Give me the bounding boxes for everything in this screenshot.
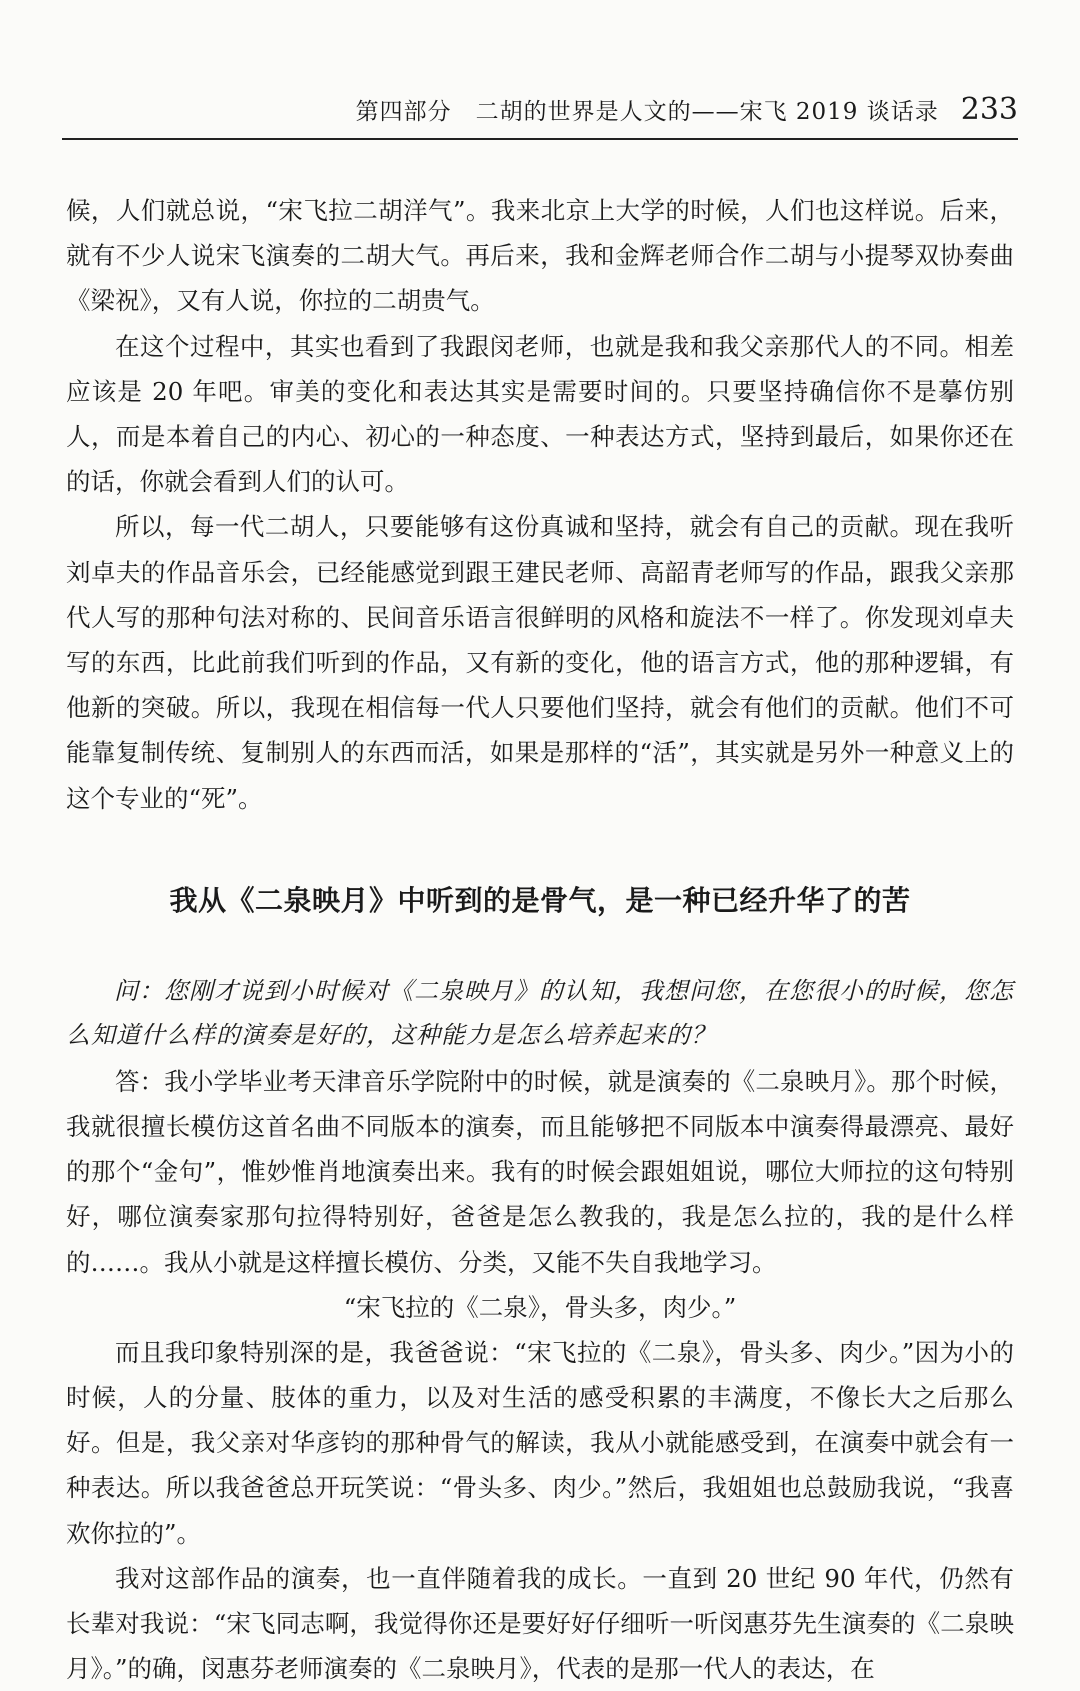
paragraph: 所以，每一代二胡人，只要能够有这份真诚和坚持，就会有自己的贡献。现在我听刘卓夫的作品音乐会，已经能感觉到跟王建民老师、高韶青老师写的作品，跟我父亲那代人写的那种句法对称的、民间音乐语言很鲜明的风格和旋法不一样了。你发现刘卓夫写的东西，比此前我们听到的作品，又有新的变化，他的语言方式，他的那种逻辑，有他新的突破。所以，我现在相信每一代人只要他们坚持，就会有他们的贡献。他们不可能靠复制传统、复制别人的东西而活，如果是那样的“活”，其实就是另外一种意义上的这个专业的“死”。: [66, 512, 1014, 813]
interview-answer: 答：我小学毕业考天津音乐学院附中的时候，就是演奏的《二泉映月》。那个时候，我就很擅长模仿这首名曲不同版本的演奏，而且能够把不同版本中演奏得最漂亮、最好的那个“金句”，惟妙惟肖地演奏出来。我有的时候会跟姐姐说，哪位大师拉的这句特别好，哪位演奏家那句拉得特别好，爸爸是怎么教我的，我是怎么拉的，我的是什么样的……。我从小就是这样擅长模仿、分类，又能不失自我地学习。: [66, 1066, 1014, 1277]
section-title: 我从《二泉映月》中听到的是骨气，是一种已经升华了的苦: [169, 883, 911, 917]
quote-subheading: “宋飞拉的《二泉》，骨头多，肉少。”: [343, 1292, 737, 1322]
interview-question: 问：您刚才说到小时候对《二泉映月》的认知，我想问您，在您很小的时候，您怎么知道什么样的演奏是好的，这种能力是怎么培养起来的？: [66, 976, 1014, 1049]
header-rule: [62, 138, 1018, 140]
paragraph: 而且我印象特别深的是，我爸爸说：“宋飞拉的《二泉》，骨头多、肉少。”因为小的时候，人的分量、肢体的重力，以及对生活的感受积累的丰满度，不像长大之后那么好。但是，我父亲对华彦钧的那种骨气的解读，我从小就能感受到，在演奏中就会有一种表达。所以我爸爸总开玩笑说：“骨头多、肉少。”然后，我姐姐也总鼓励我说，“我喜欢你拉的”。: [66, 1337, 1014, 1548]
running-header: [62, 92, 1018, 132]
paragraph: 我对这部作品的演奏，也一直伴随着我的成长。一直到 20 世纪 90 年代，仍然有长辈对我说：“宋飞同志啊，我觉得你还是要好好仔细听一听闵惠芬先生演奏的《二泉映月》。”的确，闵惠芬老师演奏的《二泉映月》，代表的是那一代人的表达，在: [66, 1563, 1014, 1684]
body-text: [66, 188, 1014, 1691]
paragraph: 在这个过程中，其实也看到了我跟闵老师，也就是我和我父亲那代人的不同。相差应该是 20 年吧。审美的变化和表达其实是需要时间的。只要坚持确信你不是摹仿别人，而是本着自己的内心、初心的一种态度、一种表达方式，坚持到最后，如果你还在的话，你就会看到人们的认可。: [66, 331, 1014, 497]
running-header-title: 第四部分 二胡的世界是人文的——宋飞 2019 谈话录: [355, 99, 939, 125]
paragraph-continued: 候，人们就总说，“宋飞拉二胡洋气”。我来北京上大学的时候，人们也这样说。后来，就有不少人说宋飞演奏的二胡大气。再后来，我和金辉老师合作二胡与小提琴双协奏曲《梁祝》，又有人说，你拉的二胡贵气。: [66, 196, 1014, 316]
page-number: 233: [960, 92, 1018, 127]
